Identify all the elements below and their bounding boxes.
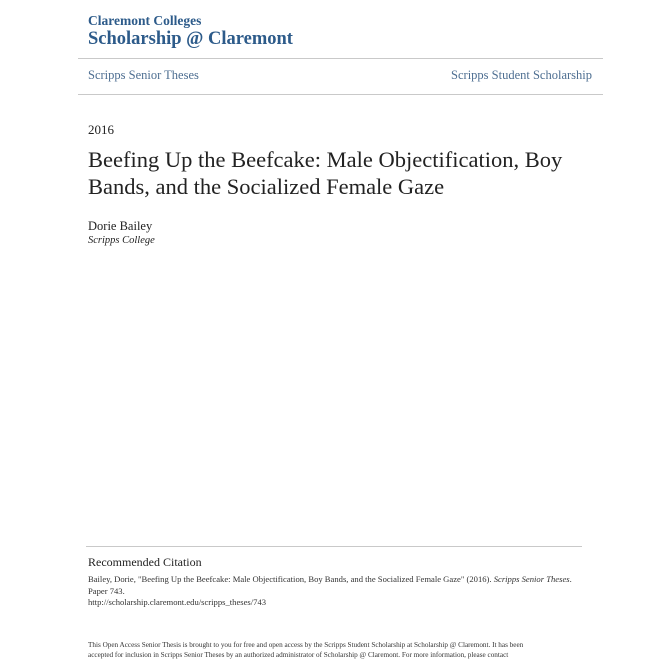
citation-url[interactable]: http://scholarship.claremont.edu/scripps_theses/743 <box>88 597 267 607</box>
citation-series: Scripps Senior Theses <box>493 574 570 584</box>
citation-text <box>88 574 588 609</box>
collection-link-student-scholarship[interactable]: Scripps Student Scholarship <box>451 68 592 82</box>
collection-link-senior-theses[interactable]: Scripps Senior Theses <box>88 68 199 82</box>
collection-links <box>88 68 592 83</box>
header-divider-top <box>78 58 603 59</box>
citation-heading: Recommended Citation <box>88 555 202 569</box>
citation-divider <box>86 546 582 547</box>
author-name: Dorie Bailey <box>88 219 153 233</box>
header-divider-bottom <box>78 94 603 95</box>
thesis-title: Beefing Up the Beefcake: Male Objectification, Boy Bands, and the Socialized Female Gaze <box>88 147 563 199</box>
open-access-notice <box>88 640 588 660</box>
open-access-notice-line-2: accepted for inclusion in Scripps Senior Theses by an authorized administrator of Scholarship @ Claremont. For more information, please contact <box>88 651 509 659</box>
citation-suffix: . Paper 743. <box>88 574 572 596</box>
repository-header[interactable] <box>88 13 293 50</box>
publication-year: 2016 <box>88 122 114 137</box>
author-affiliation: Scripps College <box>88 235 155 246</box>
repository-name[interactable]: Scholarship @ Claremont <box>88 29 293 49</box>
citation-prefix: Bailey, Dorie, "Beefing Up the Beefcake: Male Objectification, Boy Bands, and the Socialized Female Gaze" (2016). <box>88 574 494 584</box>
institution-name[interactable]: Claremont Colleges <box>88 13 202 28</box>
open-access-notice-line-1: This Open Access Senior Thesis is brought to you for free and open access by the Scripps Student Scholarship at Scholarship @ Claremont. It has been <box>88 641 524 649</box>
